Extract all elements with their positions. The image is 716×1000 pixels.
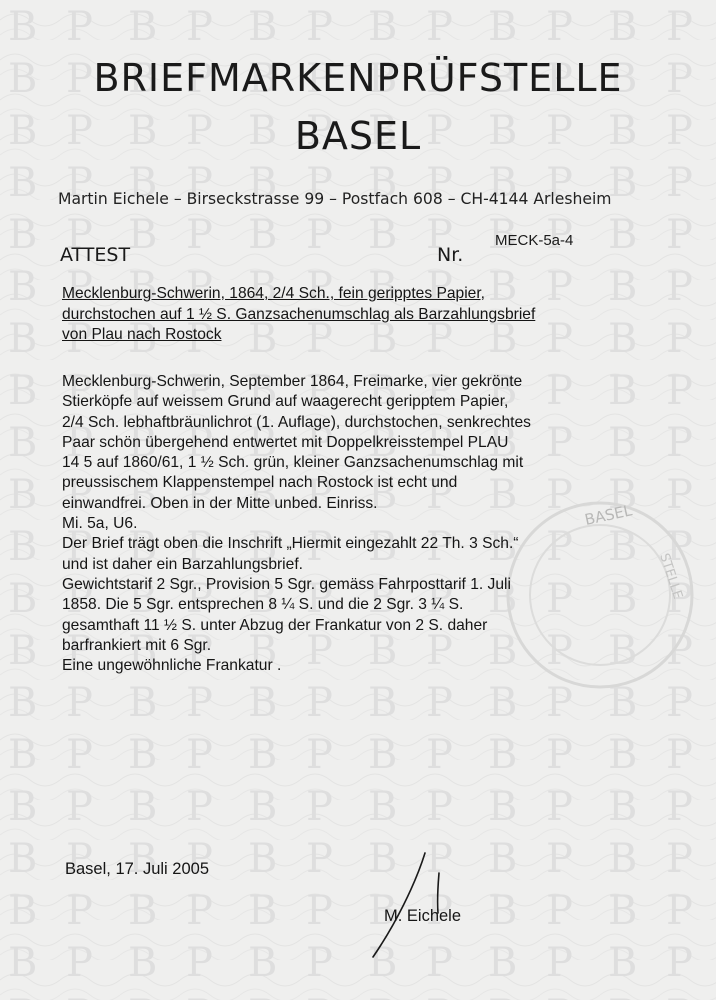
body-line: 2/4 Sch. lebhaftbräunlichrot (1. Auflage), durchstochen, senkrechtes xyxy=(62,413,531,431)
certificate-number-value: MECK-5a-4 xyxy=(495,232,574,249)
certificate-type-label: ATTEST xyxy=(60,244,131,266)
subject-line: Mecklenburg-Schwerin, 1864, 2/4 Sch., fein geripptes Papier, xyxy=(62,285,486,302)
body-line: Paar schön übergehend entwertet mit Doppelkreisstempel PLAU xyxy=(62,433,509,451)
certificate-body xyxy=(62,372,682,676)
subject-line: von Plau nach Rostock xyxy=(62,326,222,343)
signatory-name: M. Eichele xyxy=(384,907,462,925)
body-line: Mi. 5a, U6. xyxy=(62,515,138,533)
body-line: gesamthaft 11 ½ S. unter Abzug der Frankatur von 2 S. daher xyxy=(62,616,488,634)
handwritten-signature xyxy=(355,845,455,965)
seal-text-side: STELLE xyxy=(656,551,686,602)
body-line: 14 5 auf 1860/61, 1 ½ Sch. grün, kleiner Ganzsachenumschlag mit xyxy=(62,454,524,472)
header-address: Martin Eichele – Birseckstrasse 99 – Postfach 608 – CH-4144 Arlesheim xyxy=(58,190,612,208)
seal-text-top: BASEL xyxy=(583,501,634,529)
body-line: barfrankiert mit 6 Sgr. xyxy=(62,636,212,654)
body-line: preussischem Klappenstempel nach Rostock ist echt und xyxy=(62,474,458,492)
subject-block xyxy=(62,284,682,346)
body-line: Stierköpfe auf weissem Grund auf waagerecht geripptem Papier, xyxy=(62,393,509,411)
header-title-line1: BRIEFMARKENPRÜFSTELLE xyxy=(93,56,623,100)
header-title-line2: BASEL xyxy=(294,114,422,158)
body-line: einwandfrei. Oben in der Mitte unbed. Einriss. xyxy=(62,494,378,512)
body-line: 1858. Die 5 Sgr. entsprechen 8 ¼ S. und die 2 Sgr. 3 ¼ S. xyxy=(62,596,464,614)
body-line: Eine ungewöhnliche Frankatur . xyxy=(62,657,282,675)
body-line: Gewichtstarif 2 Sgr., Provision 5 Sgr. gemäss Fahrposttarif 1. Juli xyxy=(62,575,511,593)
body-line: und ist daher ein Barzahlungsbrief. xyxy=(62,555,303,573)
subject-line: durchstochen auf 1 ½ S. Ganzsachenumschlag als Barzahlungsbrief xyxy=(62,305,536,323)
certificate-number-label: Nr. xyxy=(437,244,464,266)
body-line: Mecklenburg-Schwerin, September 1864, Freimarke, vier gekrönte xyxy=(62,373,523,390)
body-line: Der Brief trägt oben die Inschrift „Hiermit eingezahlt 22 Th. 3 Sch.“ xyxy=(62,535,519,553)
place-date: Basel, 17. Juli 2005 xyxy=(65,860,210,878)
